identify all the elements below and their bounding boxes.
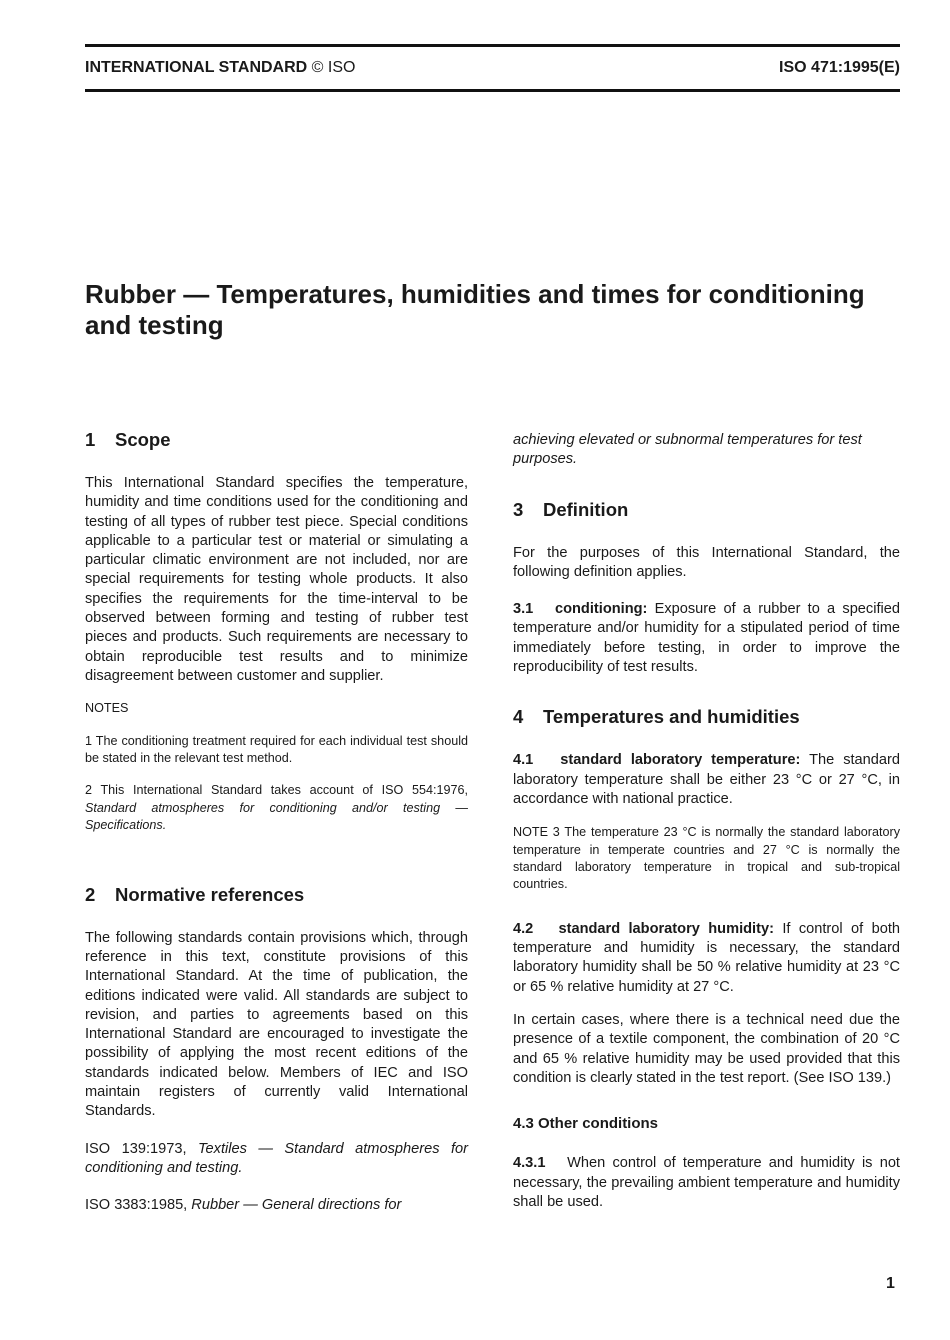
definition-3-1 xyxy=(513,600,900,677)
header-left xyxy=(85,58,355,78)
header-bottom-rule xyxy=(85,89,900,92)
section-number: 4 xyxy=(513,706,524,728)
section-title: Normative references xyxy=(115,883,305,905)
section-title: Scope xyxy=(115,429,171,450)
section-title: Temperatures and humidities xyxy=(543,706,800,728)
reference-iso-3383 xyxy=(85,1196,468,1215)
defined-term: standard laboratory temperature: xyxy=(560,752,801,769)
normative-body: The following standards contain provisions which, through reference in this text, constitute provisions of this International Standard. At the time of publication, the editions indicated were valid. All standards are subject to revision, and parties to agreements based on this International Standard are encouraged to investigate the possibility of applying the most recent editions of the standards indicated below. Members of IEC and ISO maintain registers of currently valid International Standards. xyxy=(85,929,468,1120)
note-3: NOTE 3 The temperature 23 °C is normally the standard laboratory temperature in temperate countries and 27 °C is normally the standard laboratory temperature in tropical and sub-tropical countries. xyxy=(513,825,900,892)
defined-term: conditioning: xyxy=(554,601,648,618)
clause-number: 4.3.1 xyxy=(513,1155,546,1172)
clause-number: 4.1 xyxy=(513,752,534,769)
section-2-heading xyxy=(85,883,468,907)
defined-term: standard laboratory humidity: xyxy=(558,920,774,937)
clause-number: 4.2 xyxy=(513,920,534,937)
section-number: 2 xyxy=(85,883,96,905)
scope-body: This International Standard specifies the temperature, humidity and time conditions used for the conditioning and testing of all types of rubber test piece. Special conditions applicable to a particular test or material or simulating a particular climatic environment are not included, nor are special requirements for testing whole products. It also specifies the requirements for the time-interval to be observed between forming and testing of rubber test pieces and products. Such requirements are necessary to obtain reproducible test results and to minimize disagreement between customer and supplier. xyxy=(85,475,468,684)
clause-4-3-heading: 4.3 Other conditions xyxy=(513,1115,659,1133)
reference-title: Rubber — General directions for xyxy=(191,1197,402,1214)
page-title: Rubber — Temperatures, humidities and times for conditioning and testing xyxy=(85,279,865,340)
section-4-heading xyxy=(513,705,900,729)
clause-text: The standard laboratory temperature shall be either 23 °C or 27 °C, in accordance with national practice. xyxy=(513,752,901,807)
note-2-text: 2 This International Standard takes account of ISO 554:1976, xyxy=(85,783,468,798)
reference-title: Textiles — Standard atmospheres for conditioning and testing. xyxy=(85,1140,468,1176)
reference-title-continued: achieving elevated or subnormal temperatures for test purposes. xyxy=(513,432,862,468)
reference-code: ISO 139:1973, xyxy=(85,1140,198,1157)
page-number: 1 xyxy=(886,1275,895,1292)
header-top-rule xyxy=(85,44,900,47)
note-1: 1 The conditioning treatment required for each individual test should be stated in the relevant test method. xyxy=(85,733,468,766)
note-2-citation: Standard atmospheres for conditioning and/or testing — Specifications. xyxy=(85,800,468,833)
clause-4-2-paragraph-2: In certain cases, where there is a technical need due the presence of a textile component, the combination of 20 °C and 65 % relative humidity may be used provided that this condition is clearly stated in the test report. (See ISO 139.) xyxy=(513,1012,900,1086)
notes-label: NOTES xyxy=(85,701,129,716)
left-column xyxy=(85,428,468,1216)
clause-text: If control of both temperature and humidity is necessary, the standard laboratory humidity shall be 50 % relative humidity at 23 °C or 65 % relative humidity at 27 °C. xyxy=(513,920,901,995)
clause-4-1 xyxy=(513,751,900,809)
section-1-heading xyxy=(85,428,468,452)
section-3-heading xyxy=(513,498,900,522)
reference-code: ISO 3383:1985, xyxy=(85,1197,192,1214)
section-number: 3 xyxy=(513,498,524,520)
header-standard-label: INTERNATIONAL STANDARD xyxy=(85,59,308,76)
clause-number: 3.1 xyxy=(513,601,534,618)
section-number: 1 xyxy=(85,429,96,450)
definition-text: Exposure of a rubber to a specified temperature and/or humidity for a stipulated period of time immediately before testing, in order to improve the reproducibility of test results. xyxy=(513,601,900,676)
header-copyright: © ISO xyxy=(311,59,356,76)
note-2 xyxy=(85,782,468,834)
section-title: Definition xyxy=(543,498,629,520)
clause-4-2 xyxy=(513,920,900,997)
right-column xyxy=(513,431,900,1212)
definition-body: For the purposes of this International Standard, the following definition applies. xyxy=(513,544,900,580)
clause-4-3-1 xyxy=(513,1154,900,1212)
header-document-id: ISO 471:1995(E) xyxy=(779,59,900,76)
clause-text: When control of temperature and humidity is not necessary, the prevailing ambient temperature and humidity shall be used. xyxy=(513,1155,900,1210)
reference-iso-3383-continued xyxy=(513,431,900,470)
reference-iso-139 xyxy=(85,1140,468,1179)
